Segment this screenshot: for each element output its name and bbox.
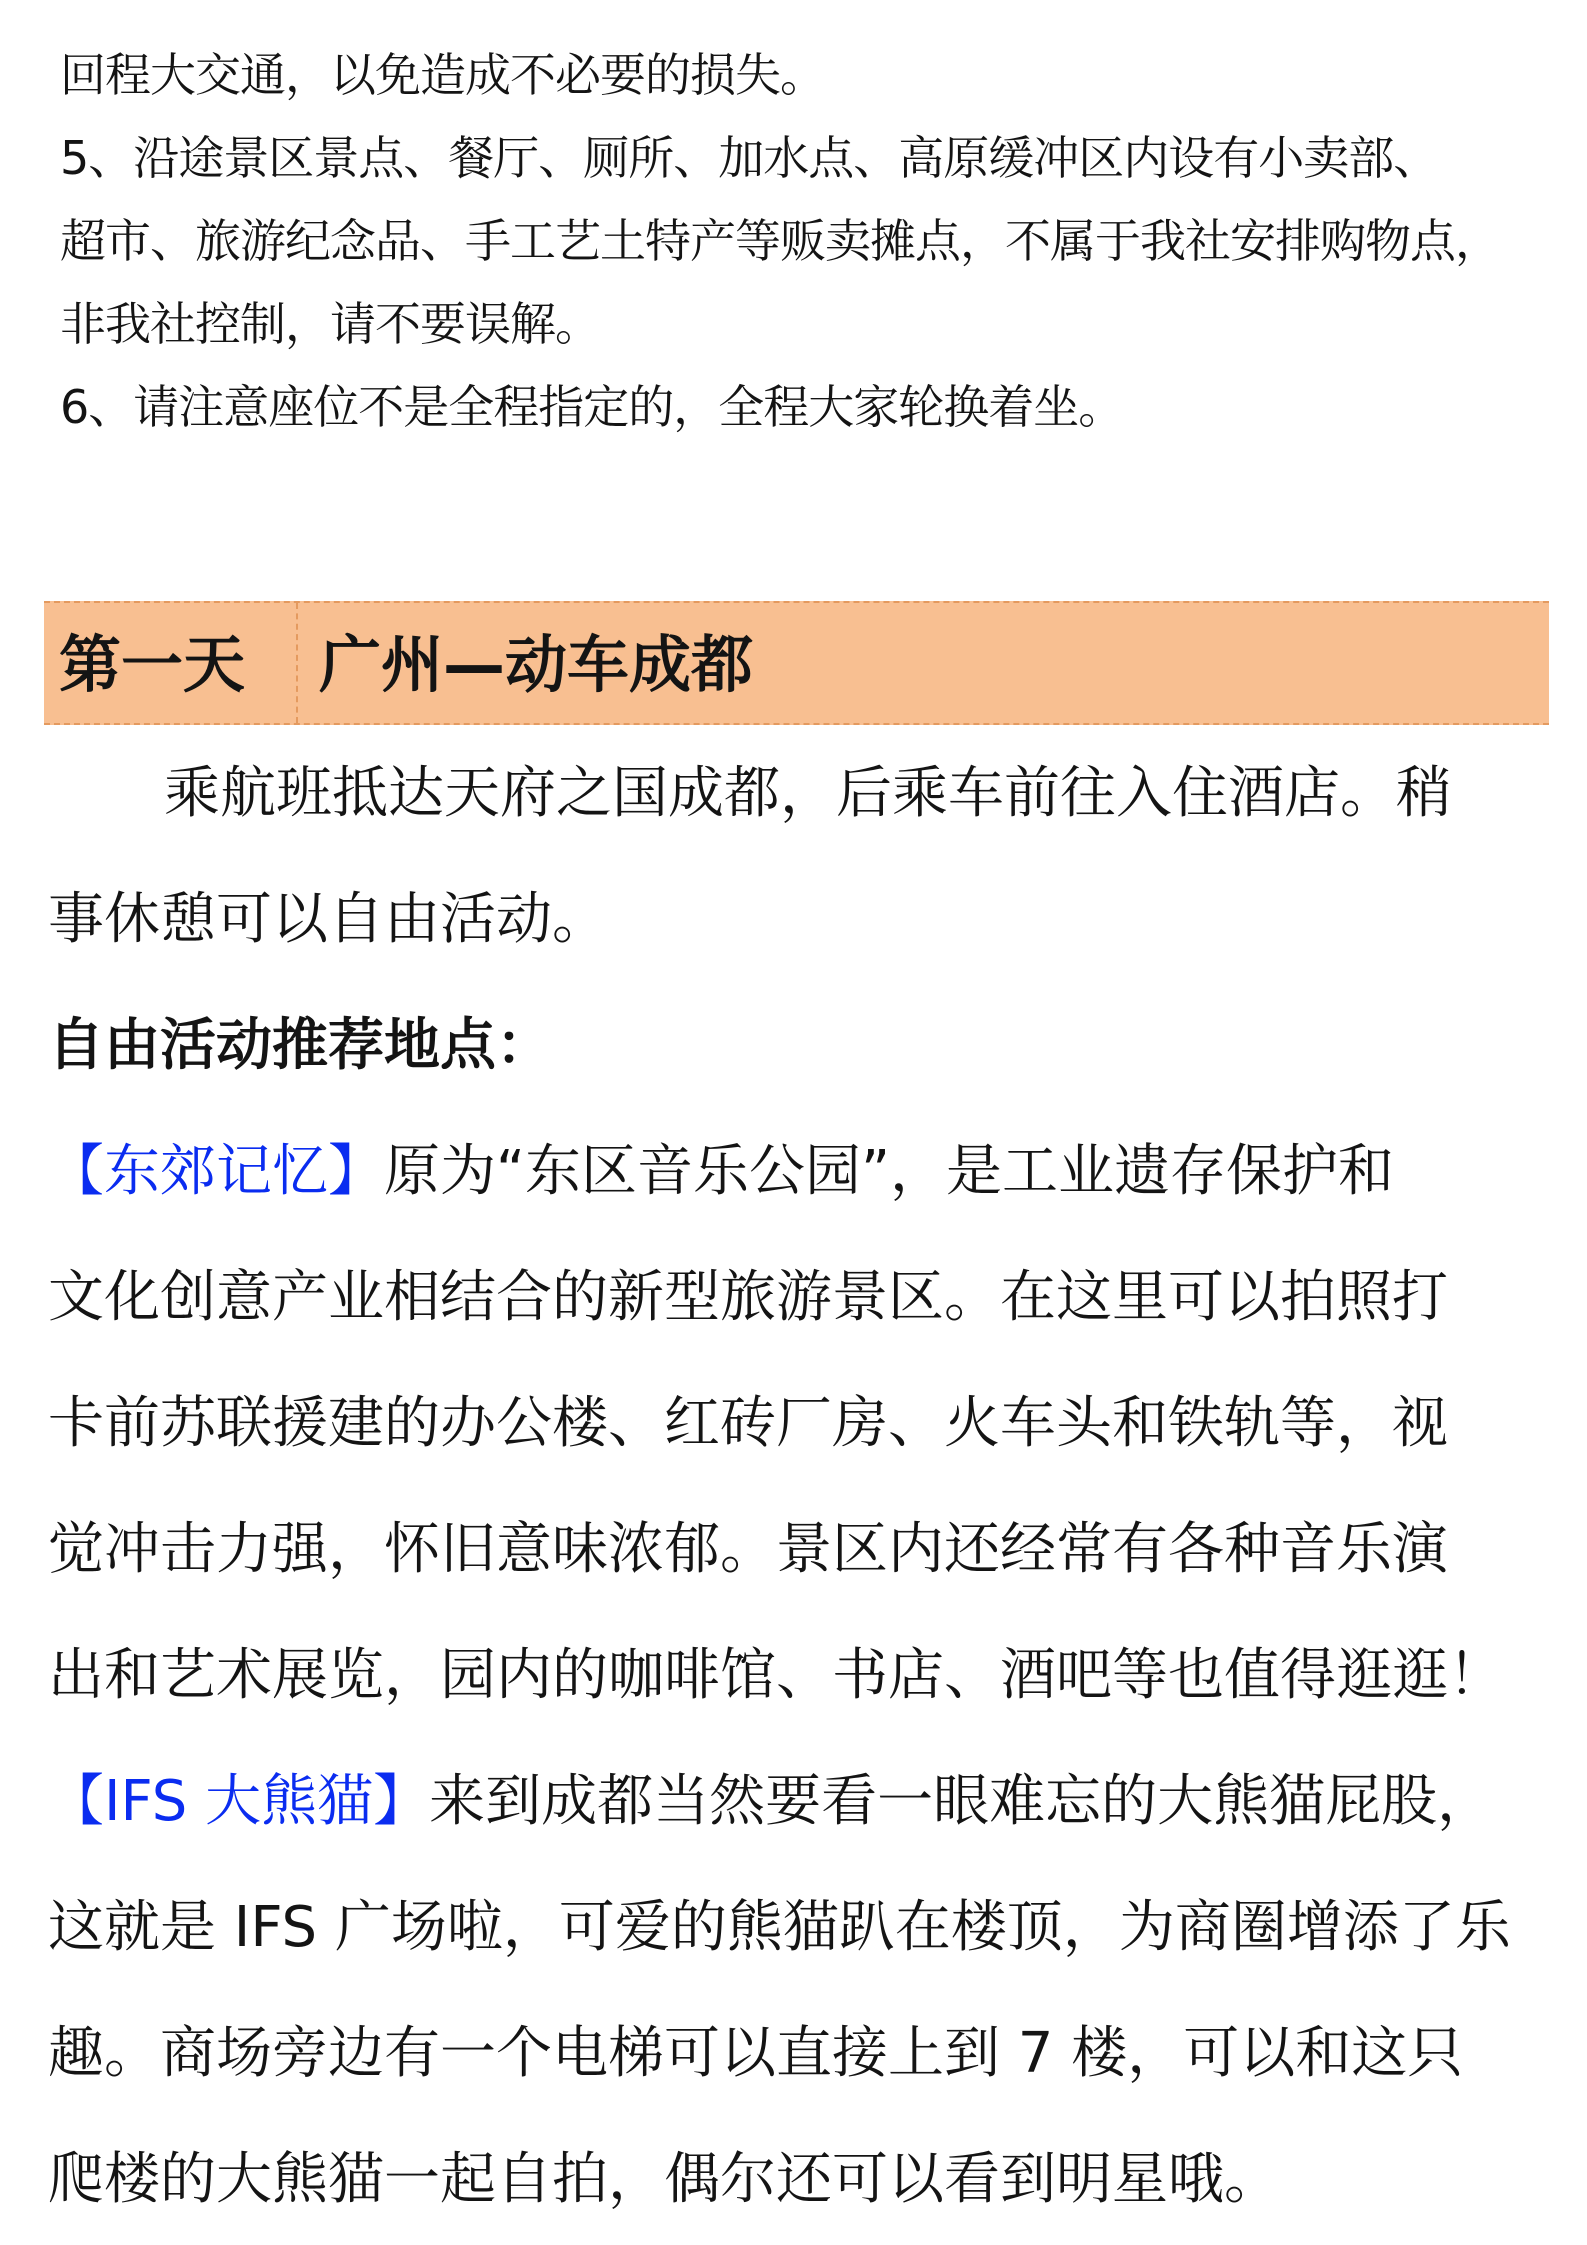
spot-text: 来到成都当然要看一眼难忘的大熊猫屁股， — [429, 1769, 1494, 1834]
spot-paragraph-line: 出和艺术展览，园内的咖啡馆、书店、酒吧等也值得逛逛！ — [48, 1643, 1504, 1708]
spot-paragraph-line: 卡前苏联援建的办公楼、红砖厂房、火车头和铁轨等，视 — [48, 1391, 1448, 1456]
spot-paragraph-line: 趣。商场旁边有一个电梯可以直接上到 7 楼，可以和这只 — [48, 2021, 1464, 2086]
spot-text: 原为“东区音乐公园”，是工业遗存保护和 — [384, 1139, 1395, 1204]
spot-paragraph-line: 觉冲击力强，怀旧意味浓郁。景区内还经常有各种音乐演 — [48, 1517, 1448, 1582]
spot-name-ifs-panda: 【IFS 大熊猫】 — [48, 1769, 430, 1834]
spot-paragraph-line: 这就是 IFS 广场啦，可爱的熊猫趴在楼顶，为商圈增添了乐 — [48, 1895, 1511, 1960]
free-activity-heading: 自由活动推荐地点： — [48, 1013, 552, 1078]
note-line: 6、请注意座位不是全程指定的，全程大家轮换着坐。 — [60, 380, 1124, 434]
spot-paragraph-line — [48, 1109, 1553, 1235]
notes-list — [60, 34, 1550, 449]
spot-paragraph-line: 文化创意产业相结合的新型旅游景区。在这里可以拍照打 — [48, 1265, 1448, 1330]
spot-name-dongjiao: 【东郊记忆】 — [48, 1139, 384, 1204]
note-line: 5、沿途景区景点、餐厅、厕所、加水点、高原缓冲区内设有小卖部、 — [60, 131, 1439, 185]
spot-paragraph-line: 爬楼的大熊猫一起自拍，偶尔还可以看到明星哦。 — [48, 2147, 1280, 2212]
heading-divider — [296, 603, 298, 723]
day-heading-bar — [44, 601, 1549, 725]
day-route-title: 广州—动车成都 — [319, 628, 754, 701]
intro-line: 乘航班抵达天府之国成都，后乘车前往入住酒店。稍 — [164, 761, 1452, 826]
intro-line: 事休憩可以自由活动。 — [48, 887, 608, 952]
note-line: 超市、旅游纪念品、手工艺土特产等贩卖摊点，不属于我社安排购物点， — [60, 214, 1500, 268]
day-body — [48, 731, 1553, 2243]
note-line: 回程大交通，以免造成不必要的损失。 — [60, 48, 825, 102]
day-label: 第一天 — [59, 628, 246, 701]
note-line: 非我社控制，请不要误解。 — [60, 297, 600, 351]
spot-paragraph-line — [48, 1739, 1553, 1865]
